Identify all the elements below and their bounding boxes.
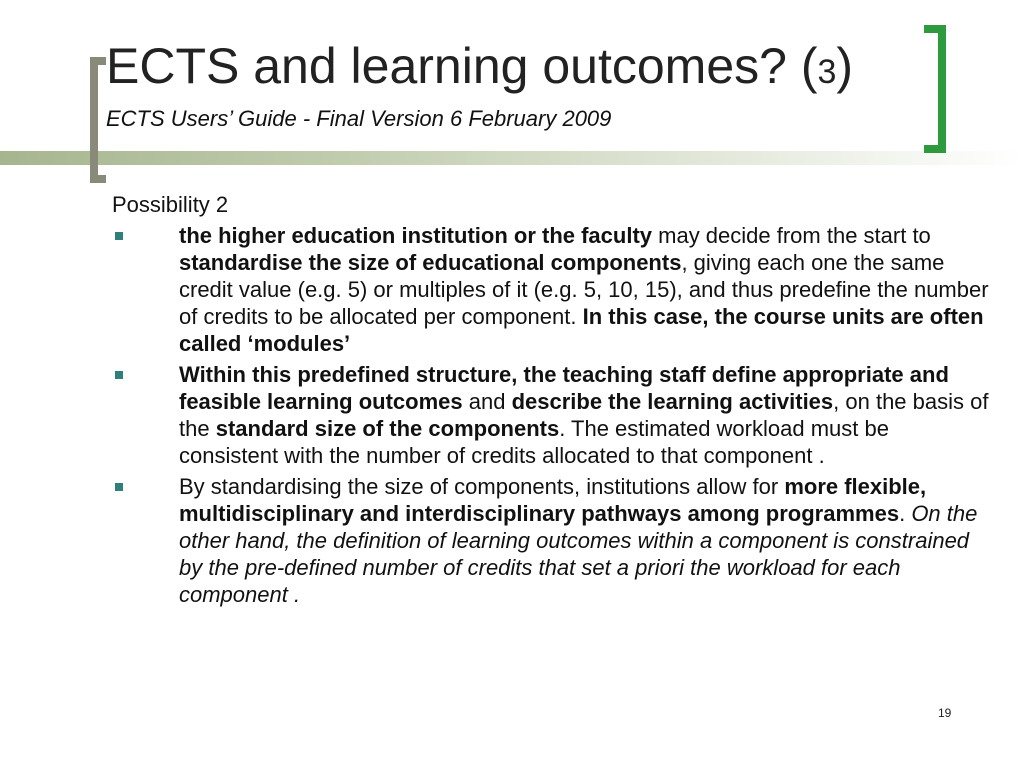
square-bullet-icon <box>115 483 123 491</box>
bullet-2-bold-3: standard size of the components <box>215 416 560 441</box>
bullet-1-text-1: may decide from the start to <box>652 223 931 248</box>
slide-title <box>106 38 853 100</box>
bullet-3-text-1: By standardising the size of components, institutions allow for <box>179 474 785 499</box>
bullet-item <box>112 361 992 469</box>
bullet-list <box>112 222 992 608</box>
slide-subtitle: ECTS Users’ Guide - Final Version 6 February 2009 <box>106 106 612 131</box>
bullet-2-text-1: and <box>462 389 512 414</box>
bullet-2-text-2: , on the basis of the <box>179 389 989 441</box>
title-close: ) <box>836 38 854 94</box>
header-band <box>0 151 1024 165</box>
bullet-item <box>112 473 992 608</box>
bullet-2-bold-2: describe the learning activities <box>511 389 834 414</box>
bullet-1-bold-3: In this case, the course units are often called ‘modules’ <box>179 304 984 356</box>
bullet-3-italic-1: On the other hand, the definition of learning outcomes within a component is constrained by the pre-defined number of credits that set a priori the workload for each component . <box>179 501 978 607</box>
bullet-1-text-2: , giving each one the same credit value (e.g. 5) or multiples of it (e.g. 5, 10, 15), and thus predefine the number of credits to be allocated per component. <box>179 250 989 329</box>
right-bracket-decoration <box>924 25 946 153</box>
bullet-item <box>112 222 992 357</box>
lead-text: Possibility 2 <box>112 192 229 217</box>
square-bullet-icon <box>115 232 123 240</box>
title-main: ECTS and learning outcomes? ( <box>106 38 818 94</box>
bullet-2-text-3: . The estimated workload must be consistent with the number of credits allocated to that component . <box>179 416 889 468</box>
left-bracket-decoration <box>90 57 106 183</box>
page-number: 19 <box>938 706 952 720</box>
bullet-3-text-2: . <box>899 501 912 526</box>
bullet-1-bold-1: the higher education institution or the faculty <box>179 223 653 248</box>
title-number: 3 <box>817 53 837 91</box>
bullet-1-bold-2: standardise the size of educational components <box>179 250 682 275</box>
square-bullet-icon <box>115 371 123 379</box>
slide-body <box>112 191 992 612</box>
bullet-2-bold-1: Within this predefined structure, the teaching staff define appropriate and feasible learning outcomes <box>179 362 949 414</box>
bullet-3-bold-1: more flexible, multidisciplinary and interdisciplinary pathways among programmes <box>179 474 927 526</box>
